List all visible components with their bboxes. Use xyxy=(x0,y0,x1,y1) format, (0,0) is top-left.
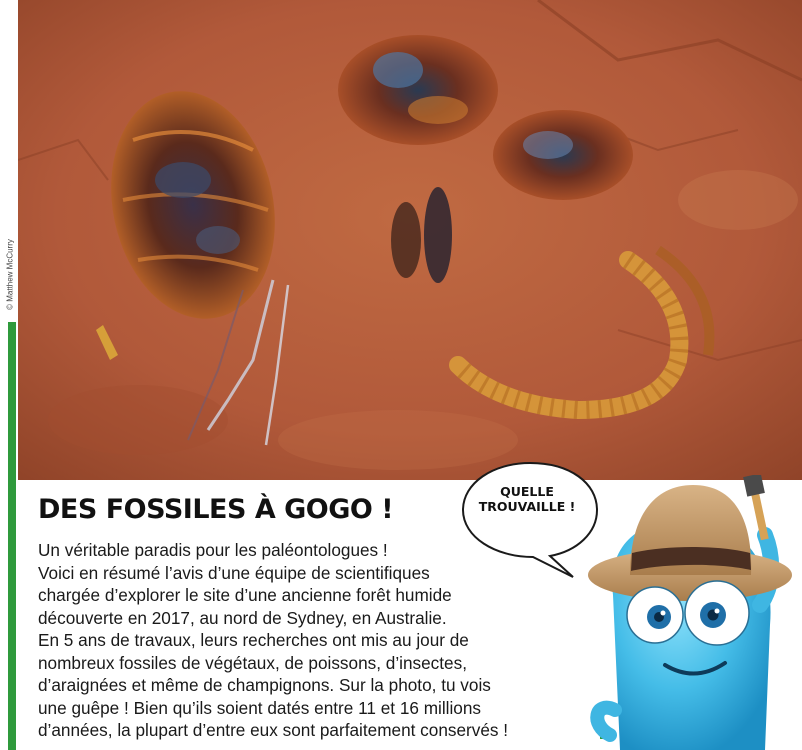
body-line: d’années, la plupart d’entre eux sont parfaitement conservés ! xyxy=(38,720,509,740)
speech-bubble xyxy=(455,455,605,585)
article-title: DES FOSSILES À GOGO ! xyxy=(38,494,394,525)
body-line: nombreux fossiles de végétaux, de poissons, d’insectes, xyxy=(38,652,467,673)
fossil-photo xyxy=(18,0,802,480)
body-line: En 5 ans de travaux, leurs recherches ont mis au jour de xyxy=(38,630,469,650)
body-line: une guêpe ! Bien qu’ils soient datés entre 11 et 16 millions xyxy=(38,697,482,718)
speech-line-1: QUELLE xyxy=(500,484,554,499)
photo-credit: © Matthew McCurry xyxy=(5,239,15,310)
explorer-mascot-icon xyxy=(585,475,802,750)
fossil-wasp-icon xyxy=(18,0,802,480)
body-line: Voici en résumé l’avis d’une équipe de scientifiques xyxy=(38,562,430,583)
body-line: chargée d’explorer le site d’une ancienne forêt humide xyxy=(38,585,452,605)
body-line: découverte en 2017, au nord de Sydney, en Australie. xyxy=(38,607,447,628)
accent-bar xyxy=(8,322,16,750)
body-line: d’araignées et même de champignons. Sur la photo, tu vois xyxy=(38,675,491,695)
speech-bubble-text xyxy=(462,484,592,514)
body-line: Un véritable paradis pour les paléontologues ! xyxy=(38,540,388,560)
speech-line-2: TROUVAILLE ! xyxy=(478,499,576,514)
